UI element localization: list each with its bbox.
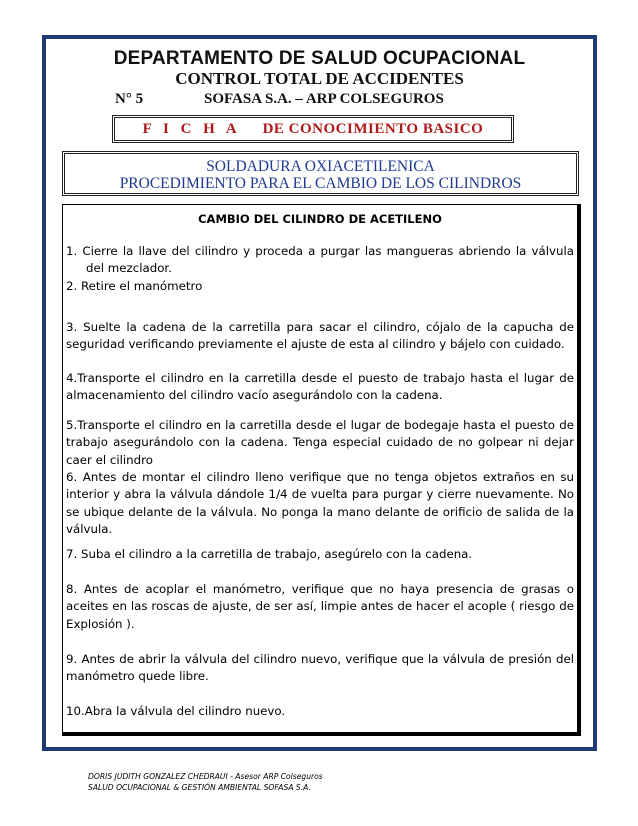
step-9: 9. Antes de abrir la válvula del cilindro nuevo, verifique que la válvula de presión del manómetro quede libre. (66, 652, 574, 684)
ficha-label: F I C H A (142, 120, 241, 137)
ficha-number: N° 5 (115, 91, 144, 107)
footer-department: SALUD OCUPACIONAL & GESTIÓN AMBIENTAL SOFASA S.A. (88, 783, 311, 792)
step-3: 3. Suelte la cadena de la carretilla para sacar el cilindro, cójalo de la capucha de seguridad verificando previamente el ajuste de esta al cilindro y bájelo con cuidado. (66, 320, 574, 352)
step-2: 2. Retire el manómetro (66, 279, 203, 293)
page-frame (42, 35, 597, 751)
topic-banner (62, 151, 579, 196)
company-name: SOFASA S.A. – ARP COLSEGUROS (204, 91, 444, 107)
control-title: CONTROL TOTAL DE ACCIDENTES (175, 69, 464, 88)
step-7: 7. Suba el cilindro a la carretilla de trabajo, asegúrelo con la cadena. (66, 547, 473, 561)
department-title: DEPARTAMENTO DE SALUD OCUPACIONAL (113, 48, 526, 69)
topic-line-2: PROCEDIMIENTO PARA EL CAMBIO DE LOS CILINDROS (119, 175, 522, 192)
step-1: 1. Cierre la llave del cilindro y proceda a purgar las mangueras abriendo la válvula del mezclador. (66, 244, 574, 276)
step-8: 8. Antes de acoplar el manómetro, verifique que no haya presencia de grasas o aceites en las roscas de ajuste, de ser así, limpie antes de hacer el acople ( riesgo de Explosión ). (66, 582, 574, 631)
step-4: 4.Transporte el cilindro en la carretilla desde el puesto de trabajo hasta el lugar de almacenamiento del cilindro vacío asegurándolo con la cadena. (66, 371, 574, 403)
ficha-banner (112, 115, 514, 143)
procedure-title: CAMBIO DEL CILINDRO DE ACETILENO (198, 212, 442, 226)
step-10: 10.Abra la válvula del cilindro nuevo. (66, 704, 286, 718)
step-5: 5.Transporte el cilindro en la carretilla desde el lugar de bodegaje hasta el puesto de trabajo asegurándolo con la cadena. Tenga especial cuidado de no golpear ni dejar caer el cilindro (66, 418, 574, 467)
ficha-title: DE CONOCIMIENTO BASICO (262, 120, 484, 137)
procedure-content (62, 204, 581, 736)
footer-author: DORIS JUDITH GONZALEZ CHEDRAUI - Asesor ARP Colseguros (88, 772, 323, 781)
page-footer (88, 771, 323, 793)
step-6: 6. Antes de montar el cilindro lleno verifique que no tenga objetos extraños en su interior y abra la válvula dándole 1/4 de vuelta para purgar y cierre nuevamente. No se ubique delante de la válvula. No ponga la mano delante de orificio de salida de la válvula. (66, 470, 574, 536)
topic-line-1: SOLDADURA OXIACETILENICA (206, 158, 435, 175)
